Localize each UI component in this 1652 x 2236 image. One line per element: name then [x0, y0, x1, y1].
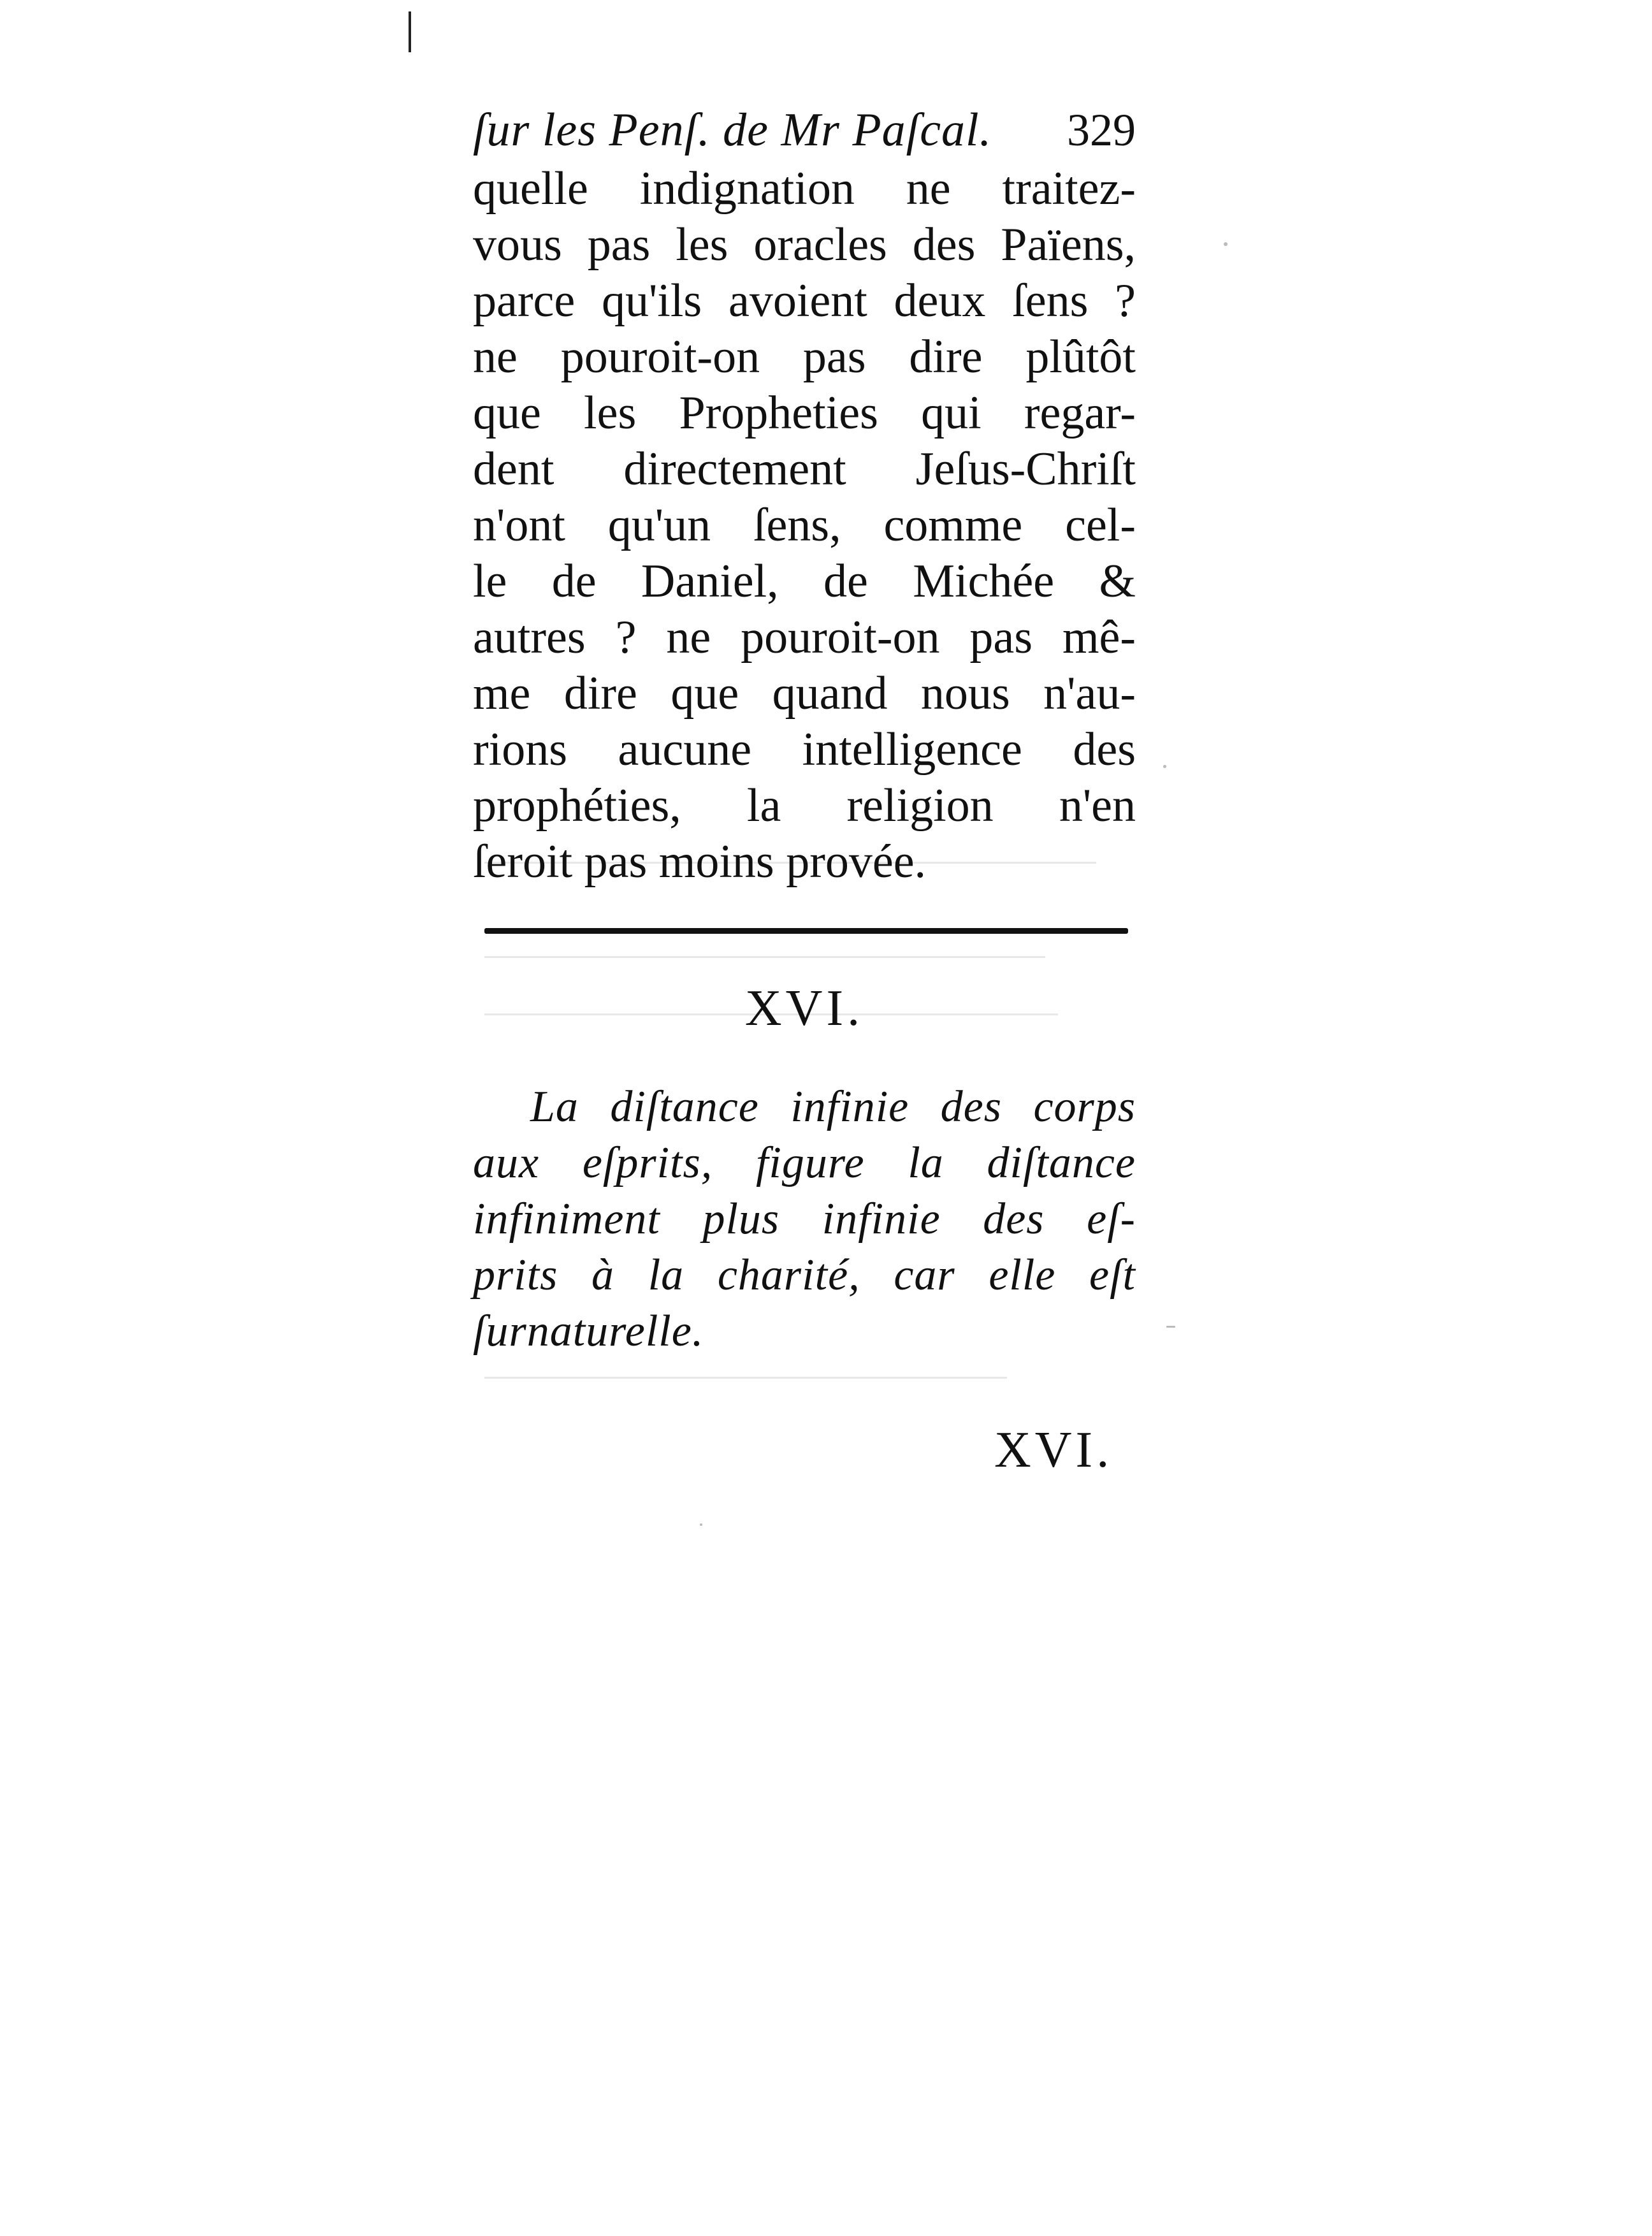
- text-line: vous pas les oracles des Païens,: [473, 219, 1136, 271]
- text-line: le de Daniel, de Michée &: [473, 555, 1136, 607]
- section-heading: XVI.: [744, 980, 864, 1036]
- printed-page: [473, 102, 1136, 1360]
- pensee-quotation: [473, 1079, 1136, 1360]
- text-line: n'ont qu'un ſens, comme cel-: [473, 499, 1136, 551]
- text-line: quelle indignation ne traitez-: [473, 163, 1136, 215]
- paper-speck: [700, 1523, 702, 1526]
- bleed-through-trace: [484, 1377, 1007, 1379]
- text-line: ne pouroit-on pas dire plûtôt: [473, 331, 1136, 383]
- paper-speck: [1166, 1326, 1175, 1328]
- catchword: XVI.: [994, 1422, 1113, 1478]
- text-line: prophéties, la religion n'en: [473, 780, 1136, 832]
- text-line: prits à la charité, car elle eſt: [473, 1251, 1136, 1300]
- section-divider-rule: [484, 928, 1128, 934]
- text-line: ſurnaturelle.: [473, 1307, 704, 1356]
- paper-speck: [1163, 765, 1166, 768]
- running-head: [473, 102, 1136, 161]
- text-line: dent directement Jeſus-Chriſt: [473, 443, 1136, 495]
- text-line: La diſtance infinie des corps: [530, 1082, 1136, 1131]
- paper-speck: [1224, 242, 1228, 246]
- text-line: autres ? ne pouroit-on pas mê-: [473, 611, 1136, 664]
- body-paragraph: [473, 161, 1136, 890]
- page-number: 329: [1067, 105, 1136, 156]
- text-line: aux eſprits, figure la diſtance: [473, 1138, 1136, 1187]
- running-head-title: ſur les Penſ. de Mr Paſcal.: [473, 104, 992, 156]
- text-line: que les Propheties qui regar-: [473, 387, 1136, 439]
- text-line: rions aucune intelligence des: [473, 723, 1136, 776]
- scan-edge-mark: [409, 11, 411, 52]
- text-line: parce qu'ils avoient deux ſens ?: [473, 275, 1136, 327]
- text-line: me dire que quand nous n'au-: [473, 667, 1136, 720]
- text-line: infiniment plus infinie des eſ-: [473, 1194, 1136, 1244]
- text-line: ſeroit pas moins provée.: [473, 836, 927, 888]
